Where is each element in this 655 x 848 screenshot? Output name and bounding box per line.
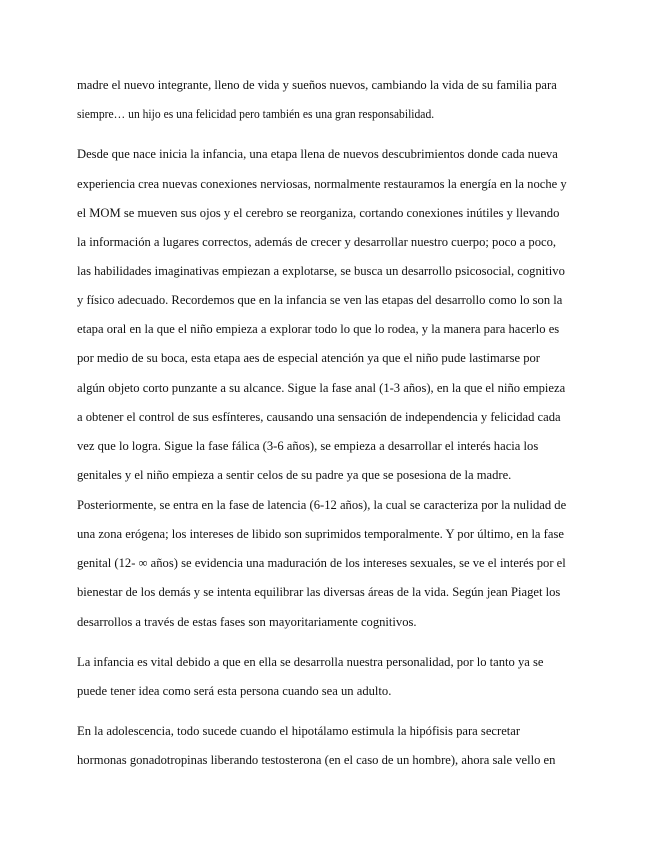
paragraph-3-line-1: La infancia es vital debido a que en ella se desarrolla nuestra personalidad, por lo tanto ya se bbox=[77, 655, 544, 669]
paragraph-4-line-2: hormonas gonadotropinas liberando testosterona (en el caso de un hombre), ahora sale vello en bbox=[77, 753, 556, 767]
paragraph-2-line-4: la información a lugares correctos, además de crecer y desarrollar nuestro cuerpo; poco a poco, bbox=[77, 235, 557, 249]
paragraph-2-line-17: desarrollos a través de estas fases son mayoritariamente cognitivos. bbox=[77, 615, 417, 629]
paragraph-2-line-14: una zona erógena; los intereses de libido son suprimidos temporalmente. Y por último, en la fase bbox=[77, 527, 564, 541]
paragraph-2-line-1: Desde que nace inicia la infancia, una etapa llena de nuevos descubrimientos donde cada nueva bbox=[77, 147, 558, 161]
paragraph-2-line-8: por medio de su boca, esta etapa aes de especial atención ya que el niño pude lastimarse por bbox=[77, 351, 540, 365]
paragraph-2-line-16: bienestar de los demás y se intenta equilibrar las diversas áreas de la vida. Según jean Piaget los bbox=[77, 585, 561, 599]
paragraph-2-line-7: etapa oral en la que el niño empieza a explorar todo lo que lo rodea, y la manera para hacerlo es bbox=[77, 322, 560, 336]
paragraph-2-line-3: el MOM se mueven sus ojos y el cerebro se reorganiza, cortando conexiones inútiles y llevando bbox=[77, 206, 560, 220]
paragraph-1-line-1: madre el nuevo integrante, lleno de vida y sueños nuevos, cambiando la vida de su familia para bbox=[77, 78, 557, 92]
paragraph-2-line-2: experiencia crea nuevas conexiones nerviosas, normalmente restauramos la energía en la noche y bbox=[77, 177, 567, 191]
paragraph-2-line-10: a obtener el control de sus esfínteres, causando una sensación de independencia y felicidad cada bbox=[77, 410, 561, 424]
paragraph-2-line-15: genital (12- ∞ años) se evidencia una maduración de los intereses sexuales, se ve el interés por el bbox=[77, 556, 566, 570]
paragraph-2-line-6: y físico adecuado. Recordemos que en la infancia se ven las etapas del desarrollo como lo son la bbox=[77, 293, 563, 307]
paragraph-2-line-11: vez que lo logra. Sigue la fase fálica (3-6 años), se empieza a desarrollar el interés hacia los bbox=[77, 439, 539, 453]
paragraph-2-line-13: Posteriormente, se entra en la fase de latencia (6-12 años), la cual se caracteriza por la nulidad de bbox=[77, 498, 567, 512]
paragraph-3-line-2: puede tener idea como será esta persona cuando sea un adulto. bbox=[77, 684, 392, 698]
paragraph-1-line-2-wrapper bbox=[77, 106, 465, 122]
paragraph-1-line-2: siempre… un hijo es una felicidad pero también es una gran responsabilidad. bbox=[77, 107, 435, 121]
paragraph-2-line-5: las habilidades imaginativas empiezan a explotarse, se busca un desarrollo psicosocial, cognitivo bbox=[77, 264, 565, 278]
paragraph-2-line-12: genitales y el niño empieza a sentir celos de su padre ya que se posesiona de la madre. bbox=[77, 468, 512, 482]
paragraph-4-line-1: En la adolescencia, todo sucede cuando el hipotálamo estimula la hipófisis para secretar bbox=[77, 724, 521, 738]
paragraph-2-line-9: algún objeto corto punzante a su alcance. Sigue la fase anal (1-3 años), en la que el niño empieza bbox=[77, 381, 566, 395]
